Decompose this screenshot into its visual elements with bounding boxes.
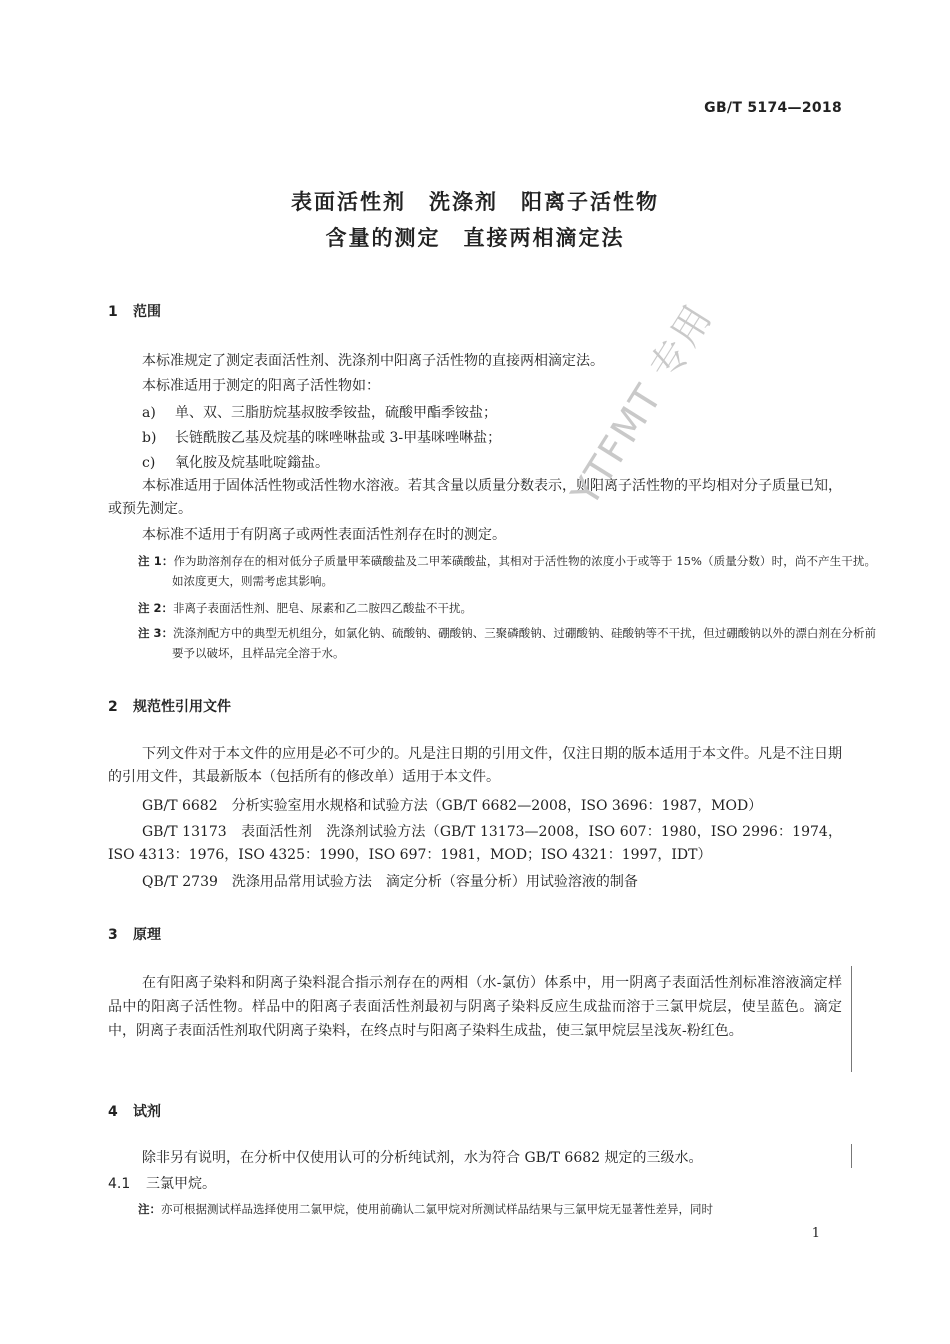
section-1-para-3: 本标准适用于固体活性物或活性物水溶液。若其含量以质量分数表示，则阳离子活性物的平均相对分子质量已知，或预先测定。	[108, 478, 842, 517]
section-title: 原理	[133, 927, 161, 943]
section-number: 3	[108, 927, 118, 943]
list-item-label: a)	[142, 405, 156, 421]
list-item	[142, 427, 501, 447]
section-4-heading	[108, 1101, 161, 1121]
section-3-heading	[108, 924, 161, 944]
section-1-para-4: 本标准不适用于有阴离子或两性表面活性剂存在时的测定。	[142, 527, 506, 543]
section-title: 规范性引用文件	[133, 699, 231, 715]
subsection-text: 三氯甲烷。	[146, 1176, 216, 1192]
list-item	[142, 452, 329, 472]
list-item-text: 长链酰胺乙基及烷基的咪唑啉盐或 3-甲基咪唑啉盐；	[175, 430, 502, 446]
section-1-para-1: 本标准规定了测定表面活性剂、洗涤剂中阳离子活性物的直接两相滴定法。	[142, 353, 604, 369]
page-number: 1	[811, 1226, 820, 1241]
section-title: 试剂	[133, 1104, 161, 1120]
section-1-para-2: 本标准适用于测定的阳离子活性物如：	[142, 378, 380, 394]
note-3	[138, 623, 876, 663]
subsection-number: 4.1	[108, 1176, 131, 1192]
change-bar	[851, 1144, 852, 1168]
list-item-text: 单、双、三脂肪烷基叔胺季铵盐，硫酸甲酯季铵盐；	[175, 405, 497, 421]
note-label: 注 1：	[138, 554, 174, 568]
reference-gbt-6682: GB/T 6682 分析实验室用水规格和试验方法（GB/T 6682—2008，ISO 3696：1987，MOD）	[142, 798, 763, 814]
list-item-text: 氧化胺及烷基吡啶鎓盐。	[175, 455, 329, 471]
section-number: 1	[108, 304, 118, 320]
list-item-label: c)	[142, 455, 156, 471]
section-2-heading	[108, 696, 231, 716]
note-label: 注：	[138, 1202, 161, 1216]
note-text: 非离子表面活性剂、肥皂、尿素和乙二胺四乙酸盐不干扰。	[173, 601, 473, 615]
section-3-para-1: 在有阳离子染料和阴离子染料混合指示剂存在的两相（水-氯仿）体系中，用一阴离子表面活性剂标准溶液滴定样品中的阳离子活性物。样品中的阳离子表面活性剂最初与阴离子染料反应生成盐而溶于三氯甲烷层，使呈蓝色。滴定中，阴离子表面活性剂取代阴离子染料，在终点时与阳离子染料生成盐，使三氯甲烷层呈浅灰-粉红色。	[108, 975, 842, 1039]
section-title: 范围	[133, 304, 161, 320]
note-text: 作为助溶剂存在的相对低分子质量甲苯磺酸盐及二甲苯磺酸盐，其相对于活性物的浓度小于或等于 15%（质量分数）时，尚不产生干扰。如浓度更大，则需考虑其影响。	[172, 554, 876, 588]
note-text: 洗涤剂配方中的典型无机组分，如氯化钠、硫酸钠、硼酸钠、三聚磷酸钠、过硼酸钠、硅酸钠等不干扰，但过硼酸钠以外的漂白剂在分析前要予以破坏，且样品完全溶于水。	[172, 626, 876, 660]
note-label: 注 3：	[138, 626, 174, 640]
reference-gbt-13173: GB/T 13173 表面活性剂 洗涤剂试验方法（GB/T 13173—2008，ISO 607：1980，ISO 2996：1974，ISO 4313：1976，ISO 4325：1990，ISO 697：1981，MOD；ISO 4321：1997，IDT）	[108, 824, 842, 863]
standard-code: GB/T 5174—2018	[704, 100, 842, 116]
reference-qbt-2739: QB/T 2739 洗涤用品常用试验方法 滴定分析（容量分析）用试验溶液的制备	[142, 874, 638, 890]
document-title-line2: 含量的测定 直接两相滴定法	[325, 226, 625, 250]
section-2-para-1: 下列文件对于本文件的应用是必不可少的。凡是注日期的引用文件，仅注日期的版本适用于本文件。凡是不注日期的引用文件，其最新版本（包括所有的修改单）适用于本文件。	[108, 746, 842, 785]
subsection-4-1	[108, 1173, 216, 1196]
section-number: 2	[108, 699, 118, 715]
note-label: 注 2：	[138, 601, 174, 615]
note-1	[138, 551, 876, 591]
section-4-para-1: 除非另有说明，在分析中仅使用认可的分析纯试剂，水为符合 GB/T 6682 规定的三级水。	[142, 1150, 703, 1166]
list-item-label: b)	[142, 430, 157, 446]
note-4-1	[138, 1199, 876, 1219]
list-item	[142, 402, 497, 422]
note-2	[138, 598, 876, 618]
document-title-line1: 表面活性剂 洗涤剂 阳离子活性物	[291, 190, 659, 214]
section-number: 4	[108, 1104, 118, 1120]
watermark: YTFMT 专用	[562, 296, 721, 514]
change-bar	[851, 966, 852, 1072]
note-text: 亦可根据测试样品选择使用二氯甲烷，使用前确认二氯甲烷对所测试样品结果与三氯甲烷无显著性差异，同时	[161, 1202, 713, 1216]
section-1-heading	[108, 301, 161, 321]
